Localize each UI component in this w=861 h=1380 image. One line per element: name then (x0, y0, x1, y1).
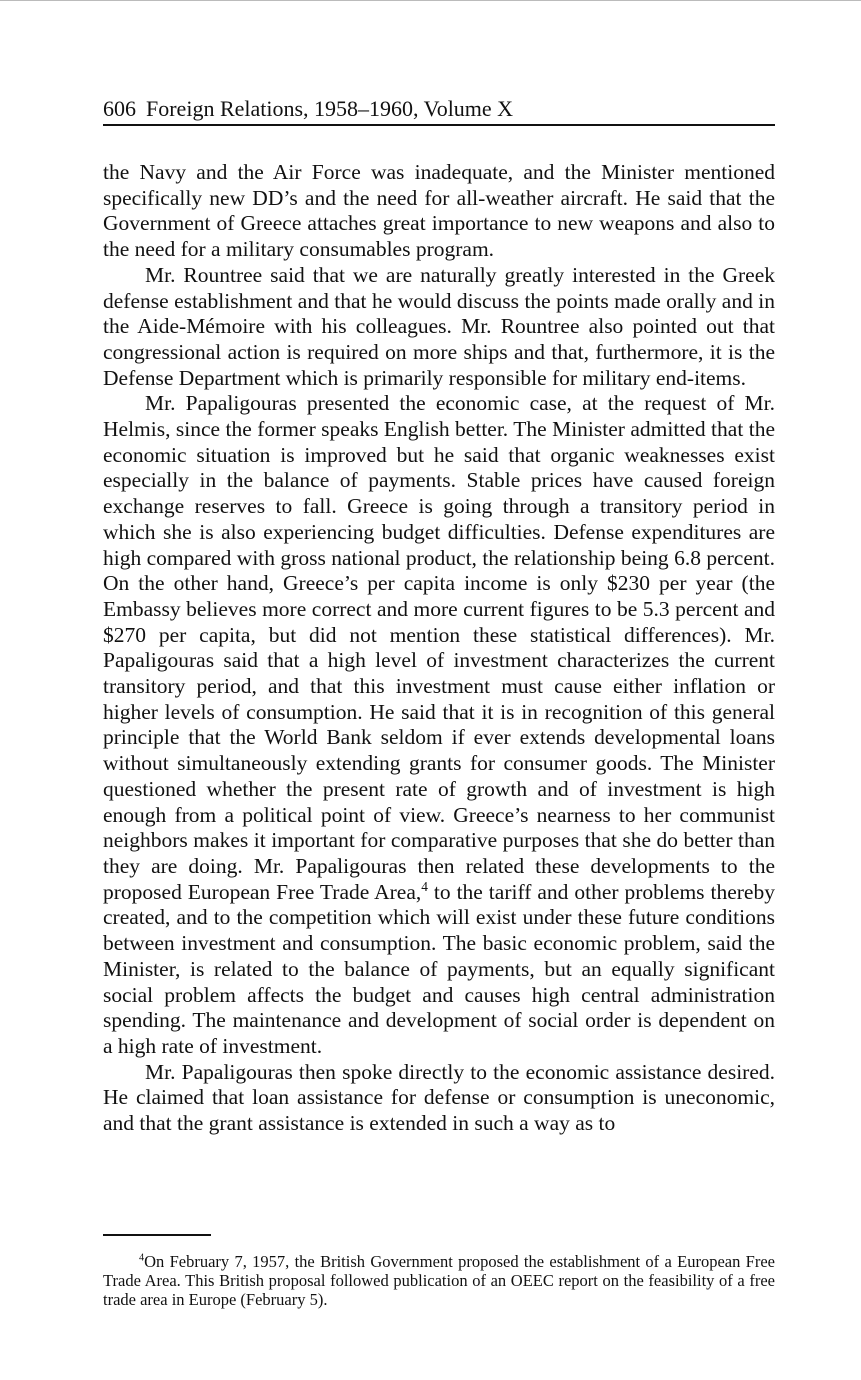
footnote-reference[interactable]: 4 (421, 878, 428, 894)
running-header (103, 96, 775, 126)
paragraph-1: the Navy and the Air Force was inadequate, and the Minister mentioned specifically new DD’s and the need for all-weather aircraft. He said that the Government of Greece attaches great importance to new weapons and also to the need for a military consumables program. (103, 160, 775, 262)
paragraph-3-part-1: Mr. Papaligouras presented the economic case, at the request of Mr. Helmis, since the former speaks English better. The Minister admitted that the economic situation is improved but he said that organic weaknesses exist especially in the balance of payments. Stable prices have caused foreign exchange reserves to fall. Greece is going through a transitory period in which she is also experiencing budget difficulties. Defense expenditures are high compared with gross national product, the relationship being 6.8 percent. On the other hand, Greece’s per capita income is only $230 per year (the Embassy believes more correct and more current figures to be 5.3 percent and $270 per capita, but did not mention these statistical differences). Mr. Papaligouras said that a high level of investment characterizes the current transitory period, and that this investment must cause either inflation or higher levels of consumption. He said that it is in recognition of this general principle that the World Bank seldom if ever extends developmental loans without simultaneously extending grants for consumer goods. The Minister questioned whether the present rate of growth and of investment is high enough from a political point of view. Greece’s nearness to her communist neighbors makes it important for comparative purposes that she do better than they are doing. Mr. Papaligouras then related these developments to the proposed European Free Trade Area, (103, 391, 775, 904)
footnote-4 (103, 1252, 775, 1309)
page-number: 606 (103, 96, 136, 121)
paragraph-2: Mr. Rountree said that we are naturally greatly interested in the Greek defense establishment and that he would discuss the points made orally and in the Aide-Mémoire with his colleagues. Mr. Rountree also pointed out that congressional action is required on more ships and that, furthermore, it is the Defense Department which is primarily responsible for military end-items. (103, 262, 775, 390)
footnote-divider (103, 1234, 211, 1236)
top-edge-line (0, 0, 861, 1)
footnote-text: On February 7, 1957, the British Government proposed the establishment of a European Free Trade Area. This British proposal followed publication of an OEEC report on the feasibility of a free trade area in Europe (February 5). (103, 1252, 775, 1309)
main-text (103, 160, 775, 1137)
paragraph-4: Mr. Papaligouras then spoke directly to the economic assistance desired. He claimed that loan assistance for defense or consumption is uneconomic, and that the grant assistance is extended in such a way as to (103, 1059, 775, 1136)
paragraph-3 (103, 391, 775, 1059)
footnote-marker: 4 (139, 1252, 145, 1264)
volume-title: Foreign Relations, 1958–1960, Volume X (146, 96, 514, 121)
footnote (103, 1252, 775, 1309)
paragraph-3-part-2: to the tariff and other problems thereby created, and to the competition which will exist under these future conditions between investment and consumption. The basic economic problem, said the Minister, is related to the balance of payments, but an equally significant social problem affects the budget and causes high central administration spending. The maintenance and development of social order is dependent on a high rate of investment. (103, 879, 775, 1058)
